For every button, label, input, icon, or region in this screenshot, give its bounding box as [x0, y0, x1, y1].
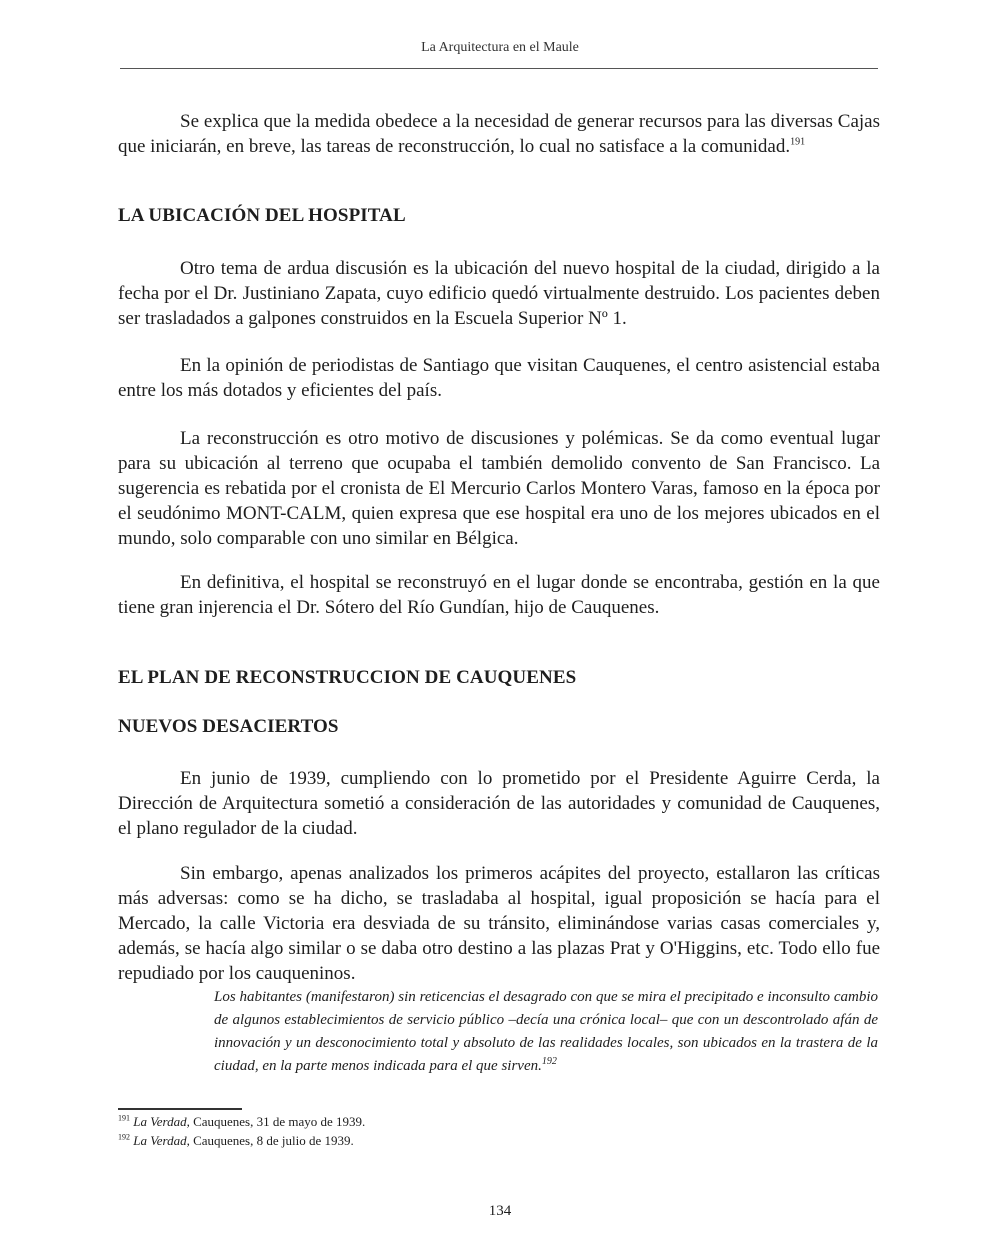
header-divider: [120, 68, 878, 69]
footnote-number: 192: [118, 1132, 130, 1142]
section-heading-hospital: LA UBICACIÓN DEL HOSPITAL: [118, 205, 406, 226]
paragraph-5-text: En definitiva, el hospital se reconstruyó en el lugar donde se encontraba, gestión en la que tiene gran injerencia el Dr. Sótero del Río Gundían, hijo de Cauquenes.: [118, 572, 880, 618]
footnote-191: [118, 1113, 365, 1131]
paragraph-1: [118, 109, 880, 159]
paragraph-5: [118, 570, 880, 620]
section-heading-desaciertos: NUEVOS DESACIERTOS: [118, 716, 339, 737]
block-quote-text: Los habitantes (manifestaron) sin reticencias el desagrado con que se mira el precipitado e inconsulto cambio de algunos establecimientos de servicio público –decía una crónica local– que con un descontrolado afán de innovación y un desconocimiento total y absoluto de las realidades locales, son ubicados en la trastera de la ciudad, en la parte menos indicada para el que sirven.: [214, 989, 878, 1074]
paragraph-7-text: Sin embargo, apenas analizados los primeros acápites del proyecto, estallaron las críticas más adversas: como se ha dicho, se trasladaba al hospital, igual proposición se hacía para el Mercado, la calle Victoria era desviada de su tránsito, eliminándose varias casas comerciales y, además, se hacía algo similar o se daba otro destino a las plazas Prat y O'Higgins, etc. Todo ello fue repudiado por los cauqueninos.: [118, 863, 880, 984]
paragraph-4: [118, 426, 880, 551]
paragraph-3-text: En la opinión de periodistas de Santiago que visitan Cauquenes, el centro asistencial estaba entre los más dotados y eficientes del país.: [118, 355, 880, 401]
footnote-source: La Verdad,: [133, 1114, 190, 1129]
paragraph-6-text: En junio de 1939, cumpliendo con lo prometido por el Presidente Aguirre Cerda, la Dirección de Arquitectura sometió a consideración de las autoridades y comunidad de Cauquenes, el plano regulador de la ciudad.: [118, 768, 880, 839]
footnote-number: 191: [118, 1113, 130, 1123]
paragraph-3: [118, 353, 880, 403]
paragraph-2-text: Otro tema de ardua discusión es la ubicación del nuevo hospital de la ciudad, dirigido a la fecha por el Dr. Justiniano Zapata, cuyo edificio quedó virtualmente destruido. Los pacientes deben ser trasladados a galpones construidos en la Escuela Superior Nº 1.: [118, 258, 880, 329]
footnote-192: [118, 1132, 354, 1150]
footnote-detail: Cauquenes, 31 de mayo de 1939.: [189, 1114, 366, 1129]
block-quote: [214, 986, 878, 1078]
paragraph-7: [118, 861, 880, 986]
footnote-ref-192: 192: [541, 1056, 557, 1067]
footnote-divider: [118, 1108, 242, 1110]
paragraph-2: [118, 256, 880, 331]
page-number: 134: [488, 1203, 512, 1219]
paragraph-4-text: La reconstrucción es otro motivo de discusiones y polémicas. Se da como eventual lugar para su ubicación al terreno que ocupaba el también demolido convento de San Francisco. La sugerencia es rebatida por el cronista de El Mercurio Carlos Montero Varas, famoso en la época por el seudónimo MONT-CALM, quien expresa que ese hospital era uno de los mejores ubicados en el mundo, solo comparable con uno similar en Bélgica.: [118, 428, 880, 549]
paragraph-1-text: Se explica que la medida obedece a la necesidad de generar recursos para las diversas Cajas que iniciarán, en breve, las tareas de reconstrucción, lo cual no satisface a la comunidad.: [118, 111, 880, 157]
footnote-detail: Cauquenes, 8 de julio de 1939.: [189, 1133, 354, 1148]
footnote-source: La Verdad,: [133, 1133, 190, 1148]
section-heading-plan: EL PLAN DE RECONSTRUCCION DE CAUQUENES: [118, 667, 577, 688]
paragraph-6: [118, 766, 880, 841]
running-header: La Arquitectura en el Maule: [421, 40, 579, 55]
footnote-ref-191: 191: [790, 136, 806, 148]
